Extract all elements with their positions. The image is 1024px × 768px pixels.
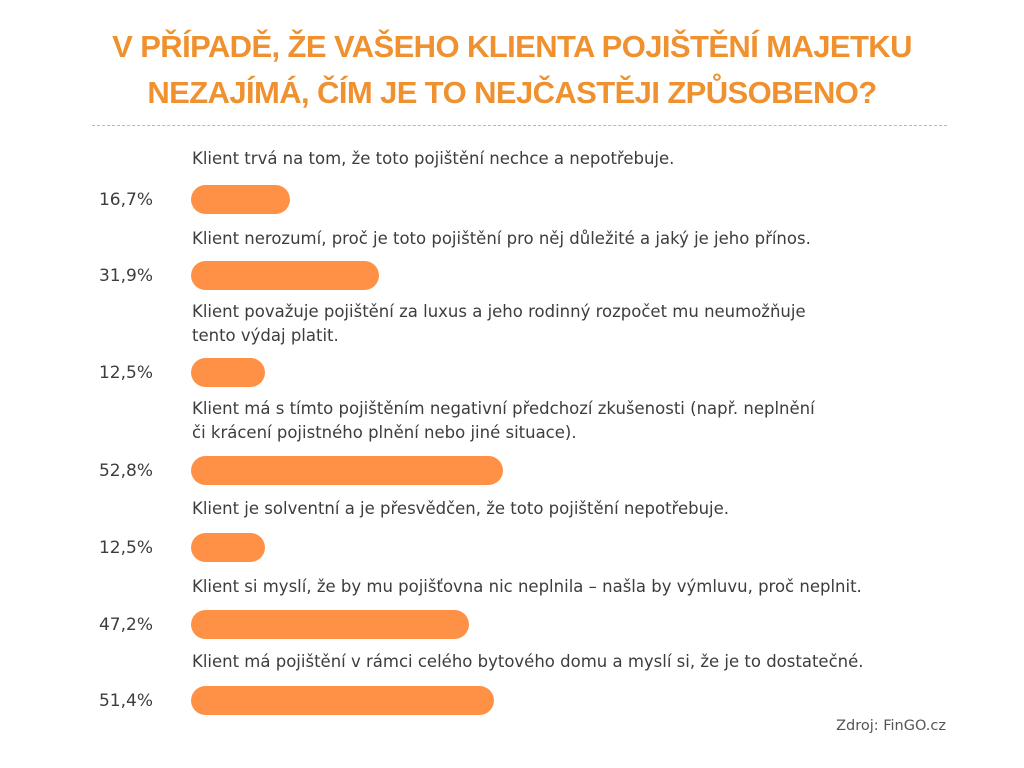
bar (191, 686, 494, 715)
category-label-line: tento výdaj platit. (192, 326, 339, 345)
category-label (192, 227, 811, 251)
category-label-line: Klient si myslí, že by mu pojišťovna nic neplnila – našla by výmluvu, proč neplnit. (192, 577, 862, 596)
bar (191, 358, 265, 387)
chart-title-line-2: NEZAJÍMÁ, ČÍM JE TO NEJČASTĚJI ZPŮSOBENO? (147, 75, 877, 110)
category-label-line: Klient považuje pojištění za luxus a jeho rodinný rozpočet mu neumožňuje (192, 302, 806, 321)
bar (191, 456, 503, 485)
chart-title (0, 24, 1024, 116)
bar (191, 533, 265, 562)
category-label-line: Klient má pojištění v rámci celého bytového domu a myslí si, že je to dostatečné. (192, 652, 864, 671)
source-note: Zdroj: FinGO.cz (836, 718, 946, 734)
category-label-line: Klient je solventní a je přesvědčen, že toto pojištění nepotřebuje. (192, 499, 730, 518)
value-label: 12,5% (98, 362, 153, 383)
category-label-line: Klient nerozumí, proč je toto pojištění pro něj důležité a jaký je jeho přínos. (192, 229, 811, 248)
title-divider (92, 125, 947, 126)
value-label: 12,5% (98, 537, 153, 558)
category-label-line: Klient má s tímto pojištěním negativní předchozí zkušenosti (např. neplnění (192, 399, 815, 418)
value-label: 52,8% (98, 460, 153, 481)
value-label: 31,9% (98, 265, 153, 286)
category-label (192, 397, 815, 445)
value-label: 47,2% (98, 614, 153, 635)
category-label-line: Klient trvá na tom, že toto pojištění nechce a nepotřebuje. (192, 149, 675, 168)
category-label (192, 575, 862, 599)
bar (191, 610, 469, 639)
category-label-line: či krácení pojistného plnění nebo jiné situace). (192, 423, 577, 442)
value-label: 16,7% (98, 189, 153, 210)
value-label: 51,4% (98, 690, 153, 711)
category-label (192, 497, 729, 521)
category-label (192, 147, 674, 171)
bar (191, 261, 379, 290)
category-label (192, 650, 864, 674)
chart-title-line-1: V PŘÍPADĚ, ŽE VAŠEHO KLIENTA POJIŠTĚNÍ MAJETKU (112, 29, 912, 64)
category-label (192, 300, 806, 348)
bar (191, 185, 290, 214)
